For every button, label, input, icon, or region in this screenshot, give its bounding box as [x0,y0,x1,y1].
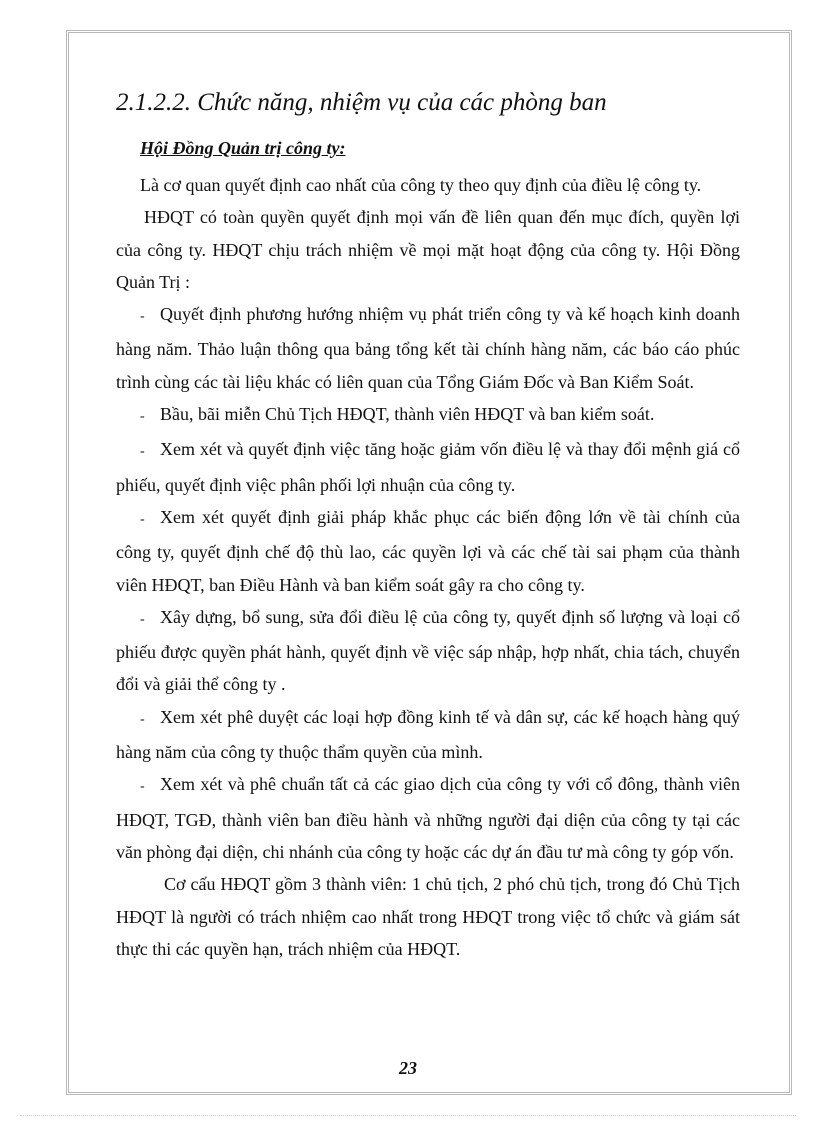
document-body [116,88,740,965]
structure-paragraph: Cơ cấu HĐQT gồm 3 thành viên: 1 chủ tịch, 2 phó chủ tịch, trong đó Chủ Tịch HĐQT là người có trách nhiệm cao nhất trong HĐQT trong việc tổ chức và giám sát thực thi các quyền hạn, trách nhiệm của HĐQT. [116,874,740,959]
bullet-text: Xây dựng, bổ sung, sửa đổi điều lệ của công ty, quyết định số lượng và loại cổ phiếu được quyền phát hành, quyết định về việc sáp nhập, hợp nhất, chia tách, chuyển đổi và giải thể công ty . [116,606,740,695]
bullet-text: Xem xét quyết định giải pháp khắc phục các biến động lớn về tài chính của công ty, quyết định chế độ thù lao, các quyền lợi và các chế tài sai phạm của thành viên HĐQT, ban Điều Hành và ban kiểm soát gây ra cho công ty. [116,506,740,595]
section-heading: 2.1.2.2. Chức năng, nhiệm vụ của các phòng ban [116,89,607,116]
bullet-item [116,701,740,769]
bullet-text: Quyết định phương hướng nhiệm vụ phát triển công ty và kế hoạch kinh doanh hàng năm. Thảo luận thông qua bảng tổng kết tài chính hàng năm, các báo cáo phúc trình cùng các tài liệu khác có liên quan của Tổng Giám Đốc và Ban Kiểm Soát. [116,304,740,392]
bullet-item [116,601,740,701]
bullet-item [116,298,740,398]
bullet-marker: - [140,511,145,527]
bullet-marker: - [140,611,145,627]
bullet-marker: - [140,444,145,460]
bullet-marker: - [140,309,145,325]
subsection-heading: Hội Đồng Quản trị công ty: [140,138,346,158]
bullet-text: Xem xét và quyết định việc tăng hoặc giảm vốn điều lệ và thay đổi mệnh giá cổ phiếu, quyết định việc phân phối lợi nhuận của công ty. [116,439,740,495]
powers-paragraph: HĐQT có toàn quyền quyết định mọi vấn đề liên quan đến mục đích, quyền lợi của công ty. HĐQT chịu trách nhiệm về mọi mặt hoạt động của công ty. Hội Đồng Quản Trị : [116,207,740,292]
bottom-divider [20,1115,796,1116]
bullet-item [116,398,740,433]
bullet-item [116,768,740,868]
page-number: 23 [399,1058,417,1078]
bullet-item [116,433,740,501]
bullet-text: Bầu, bãi miễn Chủ Tịch HĐQT, thành viên HĐQT và ban kiểm soát. [160,404,655,425]
bullet-marker: - [140,711,145,727]
bullet-marker: - [140,409,145,425]
intro-paragraph: Là cơ quan quyết định cao nhất của công ty theo quy định của điều lệ công ty. [140,175,702,195]
bullet-marker: - [140,779,145,795]
bullet-text: Xem xét phê duyệt các loại hợp đồng kinh tế và dân sự, các kế hoạch hàng quý hàng năm của công ty thuộc thẩm quyền của mình. [116,706,740,763]
bullet-item [116,501,740,601]
bullet-text: Xem xét và phê chuẩn tất cả các giao dịch của công ty với cổ đông, thành viên HĐQT, TGĐ, thành viên ban điều hành và những người đại diện của công ty tại các văn phòng đại diện, chi nhánh của công ty hoặc các dự án đầu tư mà công ty góp vốn. [116,774,740,862]
